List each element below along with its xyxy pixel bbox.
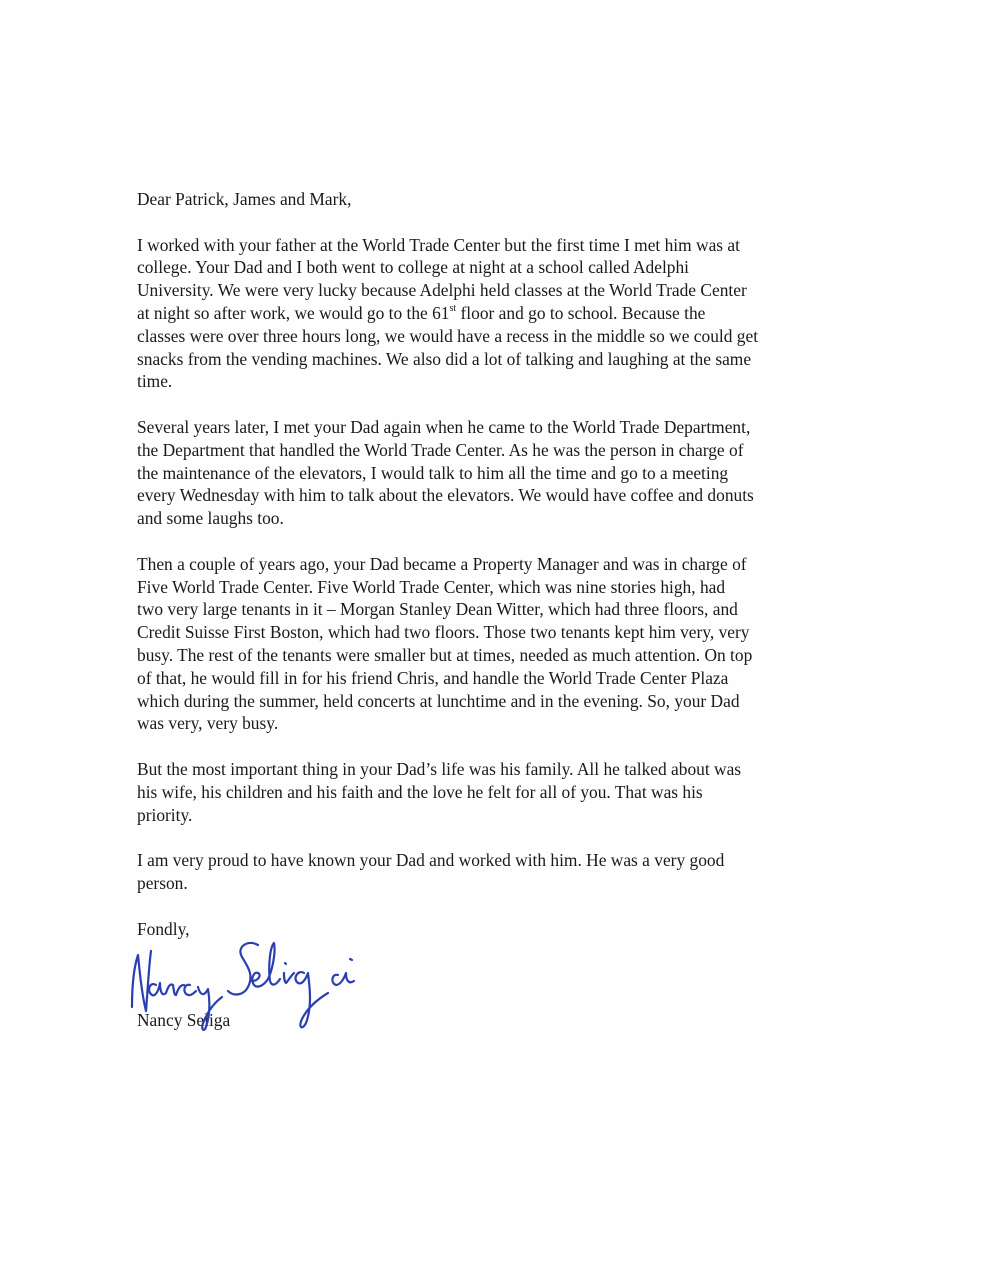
paragraph-line: busy. The rest of the tenants were smaller but at times, needed as much attention. On top [137,644,753,665]
paragraph-line: and some laughs too. [137,508,284,529]
ordinal-suffix: st [449,303,457,315]
line-text: floor and go to school. Because the [456,302,706,323]
paragraph-line: I worked with your father at the World Trade Center but the first time I met him was at [137,234,740,255]
paragraph-line: Several years later, I met your Dad again when he came to the World Trade Department, [137,416,751,437]
paragraph-line: which during the summer, held concerts at lunchtime and in the evening. So, your Dad [137,690,740,711]
paragraph-line: of that, he would fill in for his friend Chris, and handle the World Trade Center Plaza [137,667,729,688]
paragraph-line: time. [137,371,173,392]
paragraph-line: Then a couple of years ago, your Dad became a Property Manager and was in charge of [137,553,747,574]
paragraph-line: college. Your Dad and I both went to college at night at a school called Adelphi [137,257,690,278]
paragraph-2 [137,416,877,530]
paragraph-line: two very large tenants in it – Morgan Stanley Dean Witter, which had three floors, and [137,599,738,620]
paragraph-line: every Wednesday with him to talk about the elevators. We would have coffee and donuts [137,485,754,506]
letter-body [137,188,877,918]
paragraph-line: University. We were very lucky because Adelphi held classes at the World Trade Center [137,280,747,301]
paragraph-line: classes were over three hours long, we would have a recess in the middle so we could get [137,325,759,346]
line-text: at night so after work, we would go to the 61 [137,302,450,323]
paragraph-5 [137,849,877,895]
paragraph-line: the Department that handled the World Trade Center. As he was the person in charge of [137,439,744,460]
paragraph-line: person. [137,872,188,893]
paragraph-line: priority. [137,804,193,825]
handwritten-signature [118,915,378,1065]
typed-name: Nancy Seliga [137,1010,231,1030]
paragraph-line [137,302,877,325]
paragraph-line: the maintenance of the elevators, I would talk to him all the time and go to a meeting [137,462,729,483]
paragraph-3 [137,553,877,735]
paragraph-line: snacks from the vending machines. We also did a lot of talking and laughing at the same [137,348,752,369]
paragraph-line: was very, very busy. [137,713,279,734]
paragraph-line: Five World Trade Center. Five World Trade Center, which was nine stories high, had [137,576,726,597]
paragraph-line: But the most important thing in your Dad’s life was his family. All he talked about was [137,758,742,779]
paragraph-line: his wife, his children and his faith and the love he felt for all of you. That was his [137,781,703,802]
paragraph-1 [137,234,877,394]
paragraph-line: I am very proud to have known your Dad and worked with him. He was a very good [137,850,725,871]
salutation: Dear Patrick, James and Mark, [137,189,352,209]
paragraph-line: Credit Suisse First Boston, which had two floors. Those two tenants kept him very, very [137,622,750,643]
paragraph-4 [137,758,877,826]
closing: Fondly, [137,919,190,939]
